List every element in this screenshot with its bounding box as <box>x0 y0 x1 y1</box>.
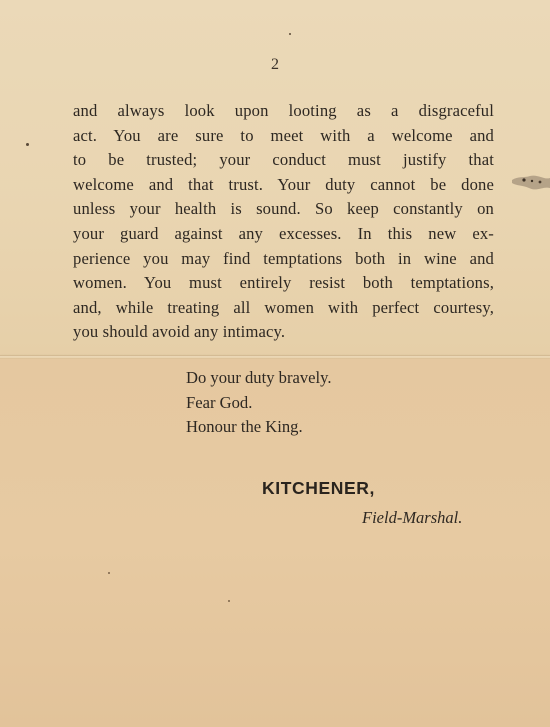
body-line: perience you may find temptations both in wine and <box>73 248 494 268</box>
ink-speck <box>26 143 29 146</box>
closing-line: Do your duty bravely. <box>186 368 332 387</box>
body-line: welcome and that trust. Your duty cannot be done <box>73 174 494 194</box>
ink-speck <box>228 600 230 602</box>
body-line: and always look upon looting as a disgraceful <box>73 101 494 120</box>
body-line: you should avoid any intimacy. <box>73 322 286 342</box>
signature-name: KITCHENER, <box>262 478 375 498</box>
ink-speck <box>289 33 291 35</box>
ink-speck <box>108 572 110 574</box>
body-line: your guard against any excesses. In this new ex- <box>73 223 494 243</box>
ink-blot-mark <box>510 170 550 194</box>
body-paragraph <box>73 99 494 345</box>
closing-line: Honour the King. <box>186 417 303 436</box>
signature-title: Field-Marshal. <box>362 508 463 527</box>
body-line: unless your health is sound. So keep constantly on <box>73 199 494 219</box>
body-line: to be trusted; your conduct must justify that <box>73 150 494 170</box>
closing-exhortation <box>186 366 331 440</box>
body-line: act. You are sure to meet with a welcome and <box>73 125 494 145</box>
body-line: and, while treating all women with perfect courtesy, <box>73 297 494 317</box>
page-number: 2 <box>271 56 279 73</box>
closing-line: Fear God. <box>186 392 253 412</box>
body-line: women. You must entirely resist both temptations, <box>73 273 494 293</box>
